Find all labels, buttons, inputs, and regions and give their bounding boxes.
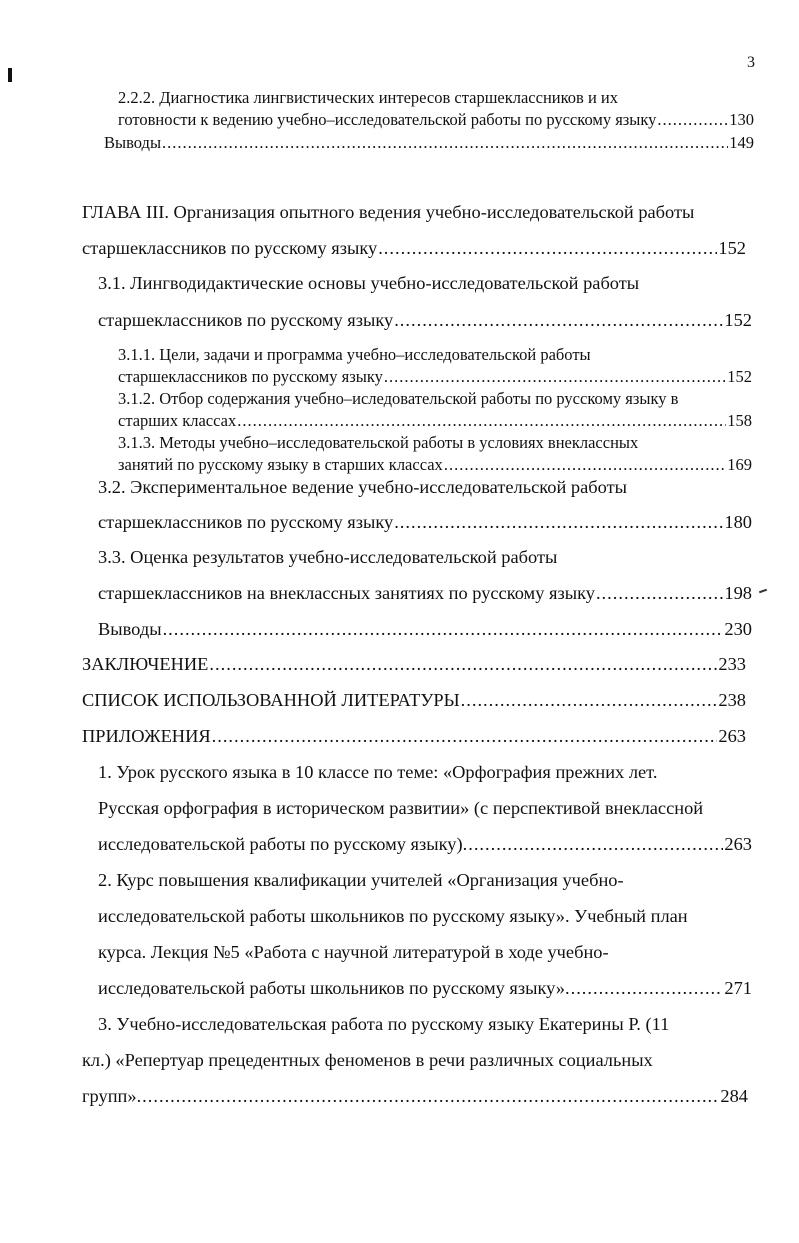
page-ref-vyvody-2: 230 <box>724 619 752 639</box>
page-number: 3 <box>747 54 755 71</box>
toc-entry-3-3-line1: 3.3. Оценка результатов учебно-исследовательской работы <box>98 547 558 567</box>
literature-label: СПИСОК ИСПОЛЬЗОВАННОЙ ЛИТЕРАТУРЫ <box>82 690 460 710</box>
toc-entry-appendix-3 <box>82 1086 748 1107</box>
page-ref-3-3: 198 <box>724 583 752 603</box>
toc-entry-3-1-2-line2: старших классах <box>118 411 237 430</box>
page-ref-3-2: 180 <box>724 512 752 532</box>
toc-entry-3-1-3 <box>118 455 752 475</box>
page-ref-chapter-3: 152 <box>718 238 746 258</box>
dot-leader <box>657 110 728 130</box>
dot-leader <box>209 654 717 675</box>
dot-leader <box>461 690 718 711</box>
toc-entry-3-3 <box>98 583 752 604</box>
toc-entry-conclusion <box>82 654 746 675</box>
appendix-2-line3: курса. Лекция №5 «Работа с научной литературой в ходе учебно- <box>98 942 609 962</box>
dot-leader <box>394 310 723 331</box>
page-ref-appendix-2: 271 <box>724 978 752 998</box>
page-ref-3-1-1: 152 <box>727 367 752 386</box>
toc-entry-vyvody-2 <box>98 619 752 640</box>
appendix-2-line2: исследовательской работы школьников по русскому языку». Учебный план <box>98 906 688 926</box>
toc-entry-3-1-1-line2: старшеклассников по русскому языку <box>118 367 383 386</box>
dot-leader <box>142 1086 719 1107</box>
page-ref-2-2-2: 130 <box>729 110 754 129</box>
scan-mark <box>8 68 12 82</box>
toc-entry-3-2 <box>98 512 752 533</box>
dot-leader <box>394 512 723 533</box>
toc-entry-3-2-line1: 3.2. Экспериментальное ведение учебно-исследовательской работы <box>98 477 627 497</box>
toc-entry-literature <box>82 690 746 711</box>
dot-leader <box>237 411 726 431</box>
vyvody-1-label: Выводы <box>104 133 162 152</box>
toc-entry-3-1-1-line1: 3.1.1. Цели, задачи и программа учебно–исследовательской работы <box>118 345 591 364</box>
chapter-3-line1: ГЛАВА III. Организация опытного ведения учебно-исследовательской работы <box>82 202 695 222</box>
appendix-3-line2: кл.) «Репертуар прецедентных феноменов в речи различных социальных <box>82 1050 653 1070</box>
appendix-2-line4: исследовательской работы школьников по русскому языку». <box>98 978 570 998</box>
vyvody-2-label: Выводы <box>98 619 162 639</box>
scan-tick-mark <box>759 589 767 594</box>
page-ref-appendices: 263 <box>718 726 746 746</box>
dot-leader <box>163 619 724 640</box>
toc-entry-3-1-line1: 3.1. Лингводидактические основы учебно-исследовательской работы <box>98 273 640 293</box>
toc-entry-2-2-2 <box>118 110 754 130</box>
toc-entry-appendices <box>82 726 746 747</box>
appendix-1-line1: 1. Урок русского языка в 10 классе по теме: «Орфография прежних лет. <box>98 762 658 782</box>
toc-entry-2-2-2-line1: 2.2.2. Диагностика лингвистических интересов старшеклассников и их <box>118 88 618 107</box>
conclusion-label: ЗАКЛЮЧЕНИЕ <box>82 654 209 674</box>
appendix-1-line3: исследовательской работы по русскому языку). <box>98 834 468 854</box>
toc-entry-3-1-2 <box>118 411 752 431</box>
page-ref-3-1: 152 <box>724 310 752 330</box>
appendix-3-line3: групп». <box>82 1086 142 1106</box>
dot-leader <box>378 238 717 259</box>
page-ref-appendix-3: 284 <box>720 1086 748 1106</box>
toc-entry-3-1-2-line1: 3.1.2. Отбор содержания учебно–иследовательской работы по русскому языку в <box>118 389 679 408</box>
toc-entry-3-1-3-line1: 3.1.3. Методы учебно–исследовательской работы в условиях внеклассных <box>118 433 639 452</box>
toc-entry-3-1-1 <box>118 367 752 387</box>
toc-entry-3-1 <box>98 310 752 331</box>
toc-entry-3-2-line2: старшеклассников по русскому языку <box>98 512 394 532</box>
toc-entry-chapter-3 <box>82 238 746 259</box>
toc-entry-3-3-line2: старшеклассников на внеклассных занятиях по русскому языку <box>98 583 595 603</box>
page-ref-3-1-3: 169 <box>727 455 752 474</box>
dot-leader <box>571 978 724 999</box>
page-ref-conclusion: 233 <box>718 654 746 674</box>
toc-entry-2-2-2-line2: готовности к ведению учебно–исследовательской работы по русскому языку <box>118 110 657 129</box>
page-ref-vyvody-1: 149 <box>729 133 754 152</box>
toc-entry-appendix-2 <box>98 978 752 999</box>
chapter-3-line2: старшеклассников по русскому языку <box>82 238 378 258</box>
page-ref-appendix-1: 263 <box>724 834 752 854</box>
dot-leader <box>212 726 718 747</box>
appendix-1-line2: Русская орфография в историческом развитии» (с перспективой внеклассной <box>98 798 704 818</box>
toc-entry-appendix-1 <box>98 834 752 855</box>
appendices-label: ПРИЛОЖЕНИЯ <box>82 726 211 746</box>
toc-entry-vyvody-1 <box>104 133 754 153</box>
dot-leader <box>444 455 726 475</box>
dot-leader <box>468 834 723 855</box>
dot-leader <box>162 133 728 153</box>
dot-leader <box>596 583 723 604</box>
page-ref-literature: 238 <box>718 690 746 710</box>
page-ref-3-1-2: 158 <box>727 411 752 430</box>
dot-leader <box>384 367 726 387</box>
toc-entry-3-1-line2: старшеклассников по русскому языку <box>98 310 394 330</box>
appendix-3-line1: 3. Учебно-исследовательская работа по русскому языку Екатерины Р. (11 <box>98 1014 670 1034</box>
appendix-2-line1: 2. Курс повышения квалификации учителей «Организация учебно- <box>98 870 624 890</box>
toc-entry-3-1-3-line2: занятий по русскому языку в старших классах <box>118 455 443 474</box>
